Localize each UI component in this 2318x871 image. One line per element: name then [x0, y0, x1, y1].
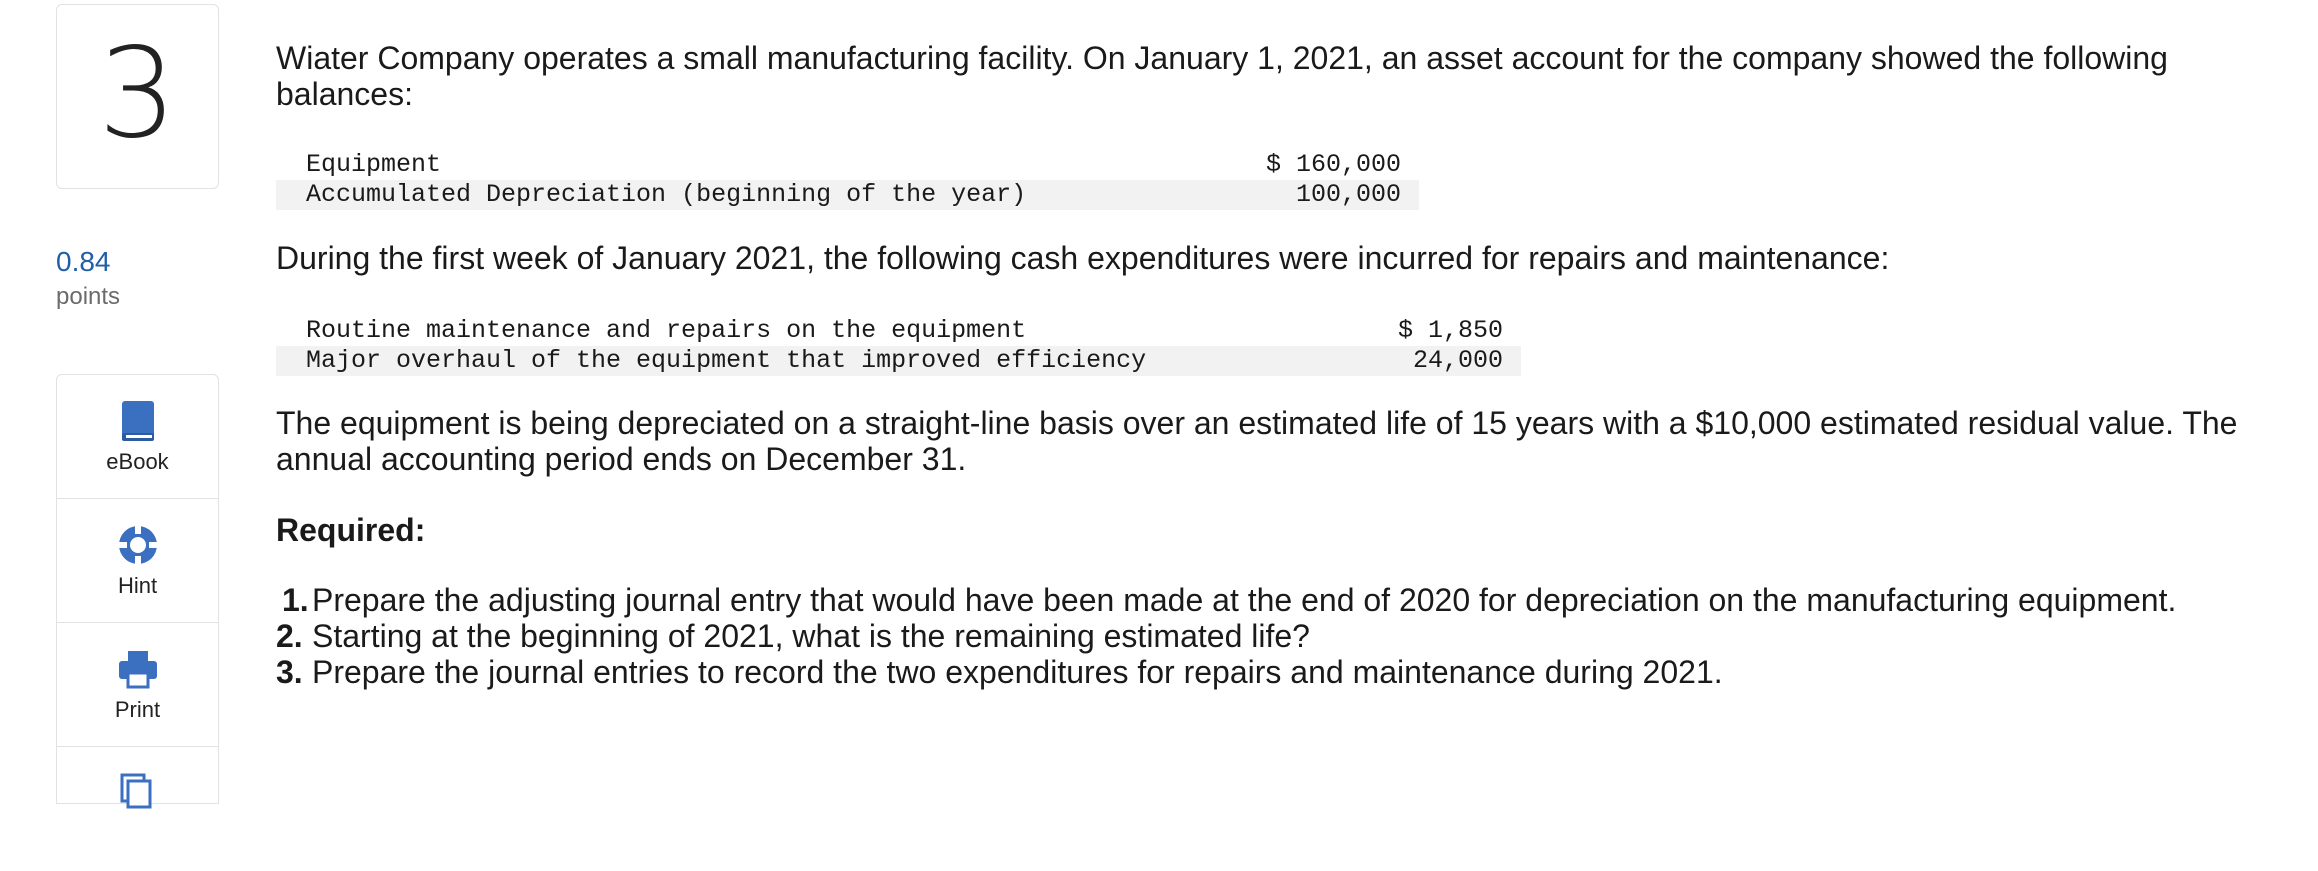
table-row	[276, 150, 1419, 180]
balance-label: Equipment	[306, 150, 442, 179]
table-row	[276, 316, 1521, 346]
references-button[interactable]	[57, 747, 218, 871]
requirement-text: Starting at the beginning of 2021, what is the remaining estimated life?	[312, 618, 1310, 654]
lifebuoy-icon	[116, 523, 160, 567]
list-item	[276, 618, 2176, 654]
book-icon	[118, 399, 158, 443]
print-label: Print	[114, 697, 161, 722]
requirement-number: 2.	[276, 618, 303, 654]
expenditures-intro-text: During the first week of January 2021, the following cash expenditures were incurred for repairs and maintenance:	[276, 240, 1890, 276]
requirement-number: 1.	[282, 582, 309, 618]
intro-text: Wiater Company operates a small manufacturing facility. On January 1, 2021, an asset account for the company showed the following balances:	[276, 40, 2168, 112]
points-value: 0.84	[56, 246, 111, 277]
hint-button[interactable]	[57, 499, 218, 623]
expenditure-amount: $ 1,850	[1398, 316, 1504, 345]
balance-amount: 100,000	[1236, 180, 1419, 210]
requirement-text: Prepare the adjusting journal entry that would have been made at the end of 2020 for depreciation on the manufacturing equipment.	[312, 582, 2177, 618]
balance-amount: $ 160,000	[1266, 150, 1402, 179]
depreciation-note-text: The equipment is being depreciated on a straight-line basis over an estimated life of 15 years with a $10,000 estimated residual value. The annual accounting period ends on December 31.	[276, 405, 2238, 477]
list-item	[276, 654, 2176, 690]
requirement-number: 3.	[276, 654, 303, 690]
requirement-text: Prepare the journal entries to record the two expenditures for repairs and maintenance during 2021.	[312, 654, 1723, 690]
requirements-list	[276, 582, 2176, 690]
references-icon	[118, 771, 158, 811]
print-button[interactable]	[57, 623, 218, 747]
tools-panel	[56, 374, 219, 804]
required-heading: Required:	[276, 512, 426, 548]
expenditure-label: Major overhaul of the equipment that improved efficiency	[276, 346, 1368, 376]
expenditure-amount: 24,000	[1368, 346, 1521, 376]
printer-icon	[116, 647, 160, 691]
expenditure-label: Routine maintenance and repairs on the equipment	[306, 316, 1027, 345]
table-row	[276, 346, 1521, 376]
question-number-box	[56, 4, 219, 189]
question-number: 3	[98, 21, 177, 166]
hint-label: Hint	[117, 573, 158, 598]
list-item	[276, 582, 2176, 618]
balances-table	[276, 150, 1419, 210]
balance-label: Accumulated Depreciation (beginning of the year)	[276, 180, 1236, 210]
ebook-label: eBook	[106, 449, 169, 474]
ebook-button[interactable]	[57, 375, 218, 499]
points-label: points	[56, 283, 121, 310]
expenditures-table	[276, 316, 1521, 376]
table-row	[276, 180, 1419, 210]
